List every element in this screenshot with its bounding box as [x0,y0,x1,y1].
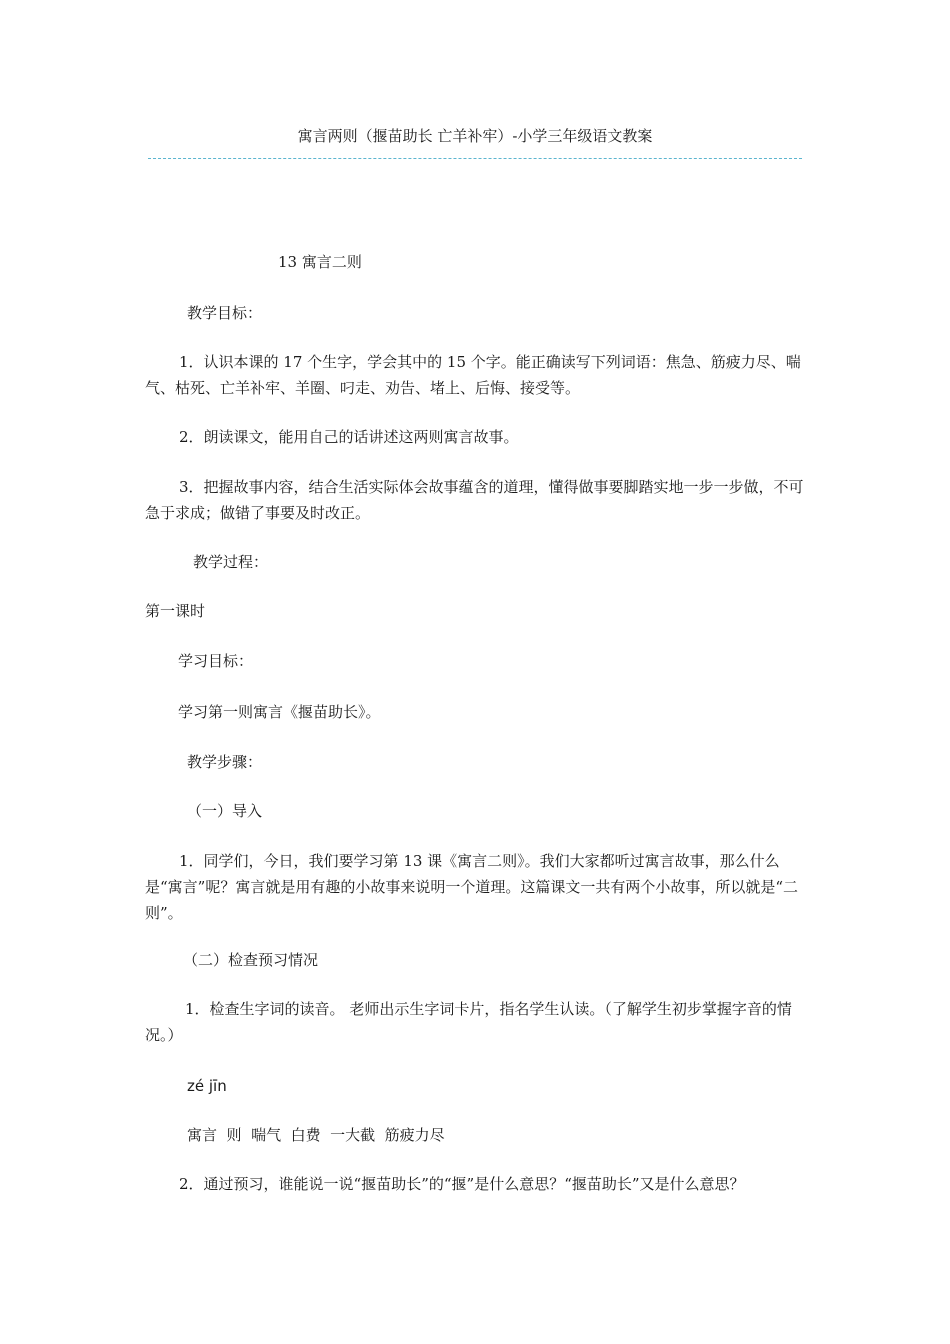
step-2-text-1: 1．检查生字词的读音。 老师出示生字词卡片，指名学生认读。（了解学生初步掌握字音的情况。） [145,1000,792,1044]
step-2-text-2: 2．通过预习，谁能说一说“揠苗助长”的“揠”是什么意思？“揠苗助长”又是什么意思？ [179,1175,745,1193]
step-1-heading: （一）导入 [187,802,263,820]
document-title: 寓言两则（揠苗助长 亡羊补牢）-小学三年级语文教案 [297,127,653,145]
word-list: 寓言 则 喘气 白费 一大截 筋疲力尽 [187,1126,445,1144]
study-goal-heading: 学习目标： [178,652,254,670]
period-heading: 第一课时 [145,602,206,620]
pinyin-annotation: zé jīn [187,1077,227,1095]
process-heading: 教学过程： [193,553,269,571]
steps-heading: 教学步骤： [187,753,263,771]
goal-1: 1．认识本课的 17 个生字，学会其中的 15 个字。能正确读写下列词语：焦急、筋疲力尽、喘气、枯死、亡羊补牢、羊圈、叼走、劝告、堵上、后悔、接受等。 [145,353,801,397]
lesson-title: 13 寓言二则 [278,253,362,271]
study-goal-text: 学习第一则寓言《揠苗助长》。 [178,703,381,721]
step-2-heading: （二）检查预习情况 [183,951,319,969]
step-1-text: 1．同学们，今日，我们要学习第 13 课《寓言二则》。我们大家都听过寓言故事，那么什么是“寓言”呢？寓言就是用有趣的小故事来说明一个道理。这篇课文一共有两个小故事，所以就是“二则”。 [145,852,799,922]
goal-2: 2．朗读课文，能用自己的话讲述这两则寓言故事。 [179,428,519,446]
goal-3: 3．把握故事内容，结合生活实际体会故事蕴含的道理，懂得做事要脚踏实地一步一步做，不可急于求成；做错了事要及时改正。 [145,478,804,522]
title-divider [148,158,802,159]
goals-heading: 教学目标： [187,304,263,322]
